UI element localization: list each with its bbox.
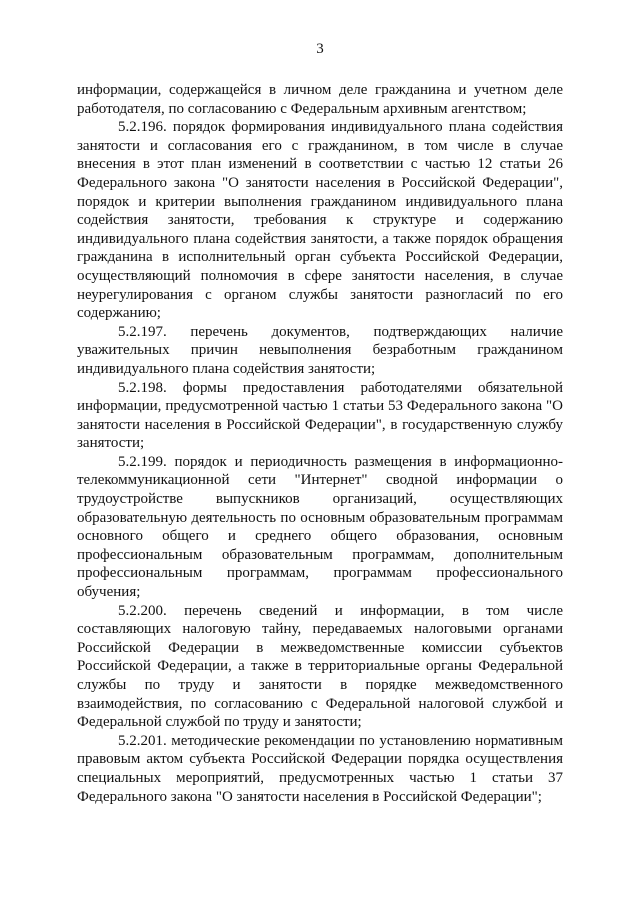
paragraph-text: формы предоставления работодателями обязательной информации, предусмотренной частью 1 статьи 53 Федерального закона "О занятости населения в Российской Федерации", в государственную службу занятости;	[77, 379, 563, 452]
paragraph-5-2-200	[77, 602, 563, 732]
clause-number: 5.2.200.	[118, 602, 167, 619]
paragraph-5-2-199	[77, 453, 563, 602]
clause-number: 5.2.199.	[118, 453, 167, 470]
paragraph-text: информации, содержащейся в личном деле гражданина и учетном деле работодателя, по согласованию с Федеральным архивным агентством;	[77, 82, 563, 117]
paragraph-continuation	[77, 81, 563, 118]
paragraph-text: методические рекомендации по установлению нормативным правовым актом субъекта Российской Федерации порядка осуществления специальных мероприятий, предусмотренных частью 1 статьи 37 Федерального закона "О занятости населения в Российской Федерации";	[77, 732, 563, 805]
paragraph-5-2-198	[77, 379, 563, 453]
clause-number: 5.2.201.	[118, 732, 167, 749]
clause-number: 5.2.198.	[118, 379, 167, 396]
paragraph-text: порядок и периодичность размещения в информационно-телекоммуникационной сети "Интернет" сводной информации о трудоустройстве выпускников организаций, осуществляющих образовательную деятельность по основным образовательным программам основного общего и среднего общего образования, основным профессиональным образовательным программам, дополнительным профессиональным программам, программам профессионального обучения;	[77, 453, 563, 601]
paragraph-text: перечень документов, подтверждающих наличие уважительных причин невыполнения безработным гражданином индивидуального плана содействия занятости;	[77, 323, 563, 377]
page-number: 3	[316, 41, 324, 57]
paragraph-5-2-196	[77, 118, 563, 323]
paragraph-5-2-201	[77, 732, 563, 806]
paragraph-text: порядок формирования индивидуального плана содействия занятости и согласования его с гражданином, в том числе в случае внесения в этот план изменений в соответствии с частью 12 статьи 26 Федерального закона "О занятости населения в Российской Федерации", порядок и критерии выполнения гражданином индивидуального плана содействия занятости, требования к структуре и содержанию индивидуального плана содействия занятости, а также порядок обращения гражданина в исполнительный орган субъекта Российской Федерации, осуществляющий полномочия в сфере занятости населения, в случае неурегулирования с органом службы занятости разногласий по его содержанию;	[77, 119, 564, 322]
document-body	[77, 81, 563, 806]
paragraph-text: перечень сведений и информации, в том числе составляющих налоговую тайну, передаваемых налоговыми органами Российской Федерации в межведомственные комиссии субъектов Российской Федерации, а также в территориальные органы Федеральной службы по труду и занятости в порядке межведомственного взаимодействия, по согласованию с Федеральной налоговой службой и Федеральной службой по труду и занятости;	[77, 602, 564, 731]
paragraph-5-2-197	[77, 323, 563, 379]
clause-number: 5.2.196.	[118, 119, 167, 136]
clause-number: 5.2.197.	[118, 323, 167, 340]
